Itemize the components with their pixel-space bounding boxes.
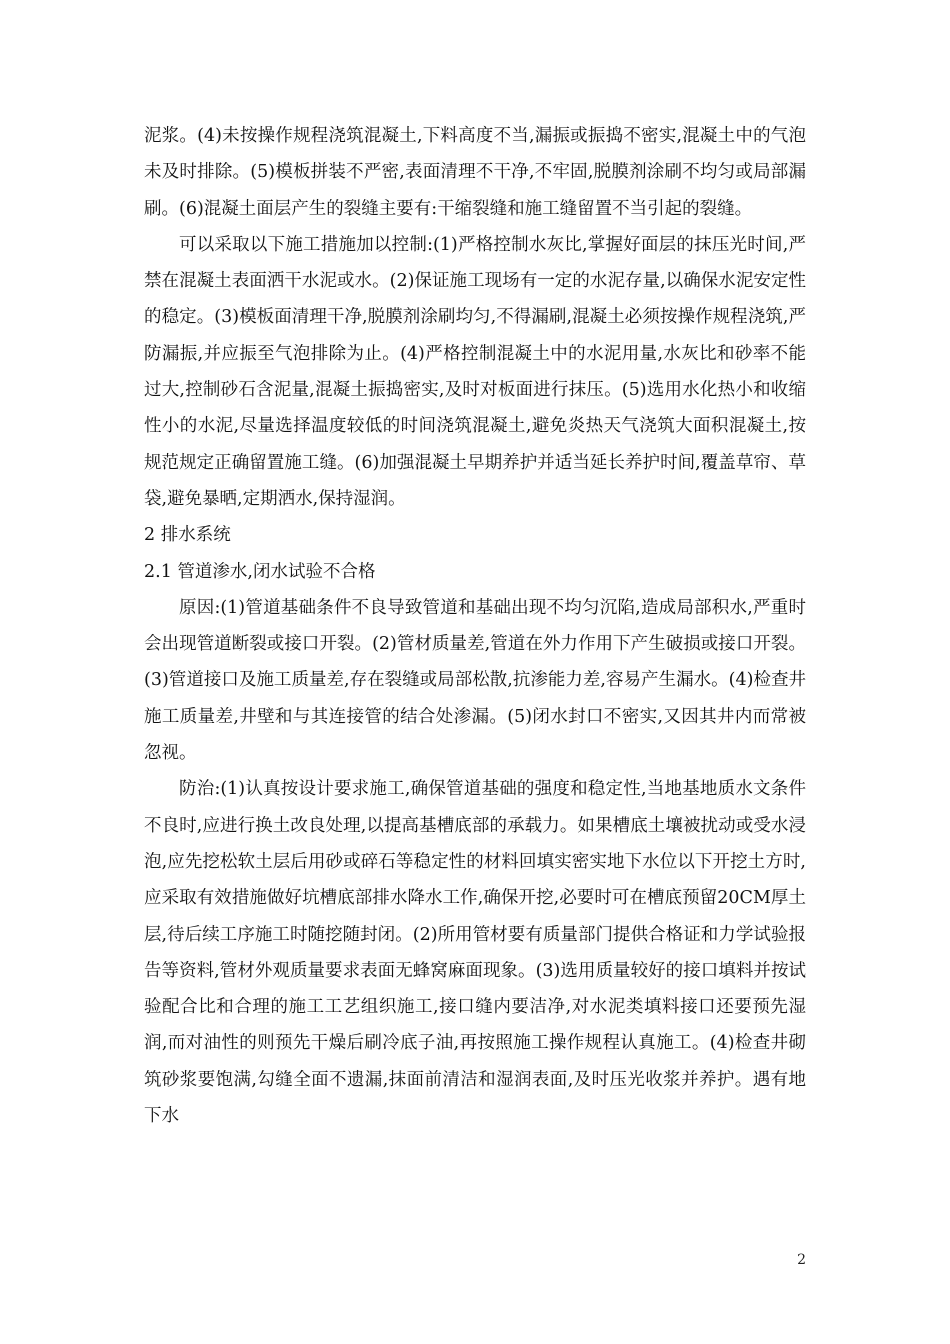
page-number: 2 bbox=[797, 1252, 806, 1268]
paragraph-concrete-causes: 泥浆。(4)未按操作规程浇筑混凝土,下料高度不当,漏振或振捣不密实,混凝土中的气泡未及时排除。(5)模板拼装不严密,表面清理不干净,不牢固,脱膜剂涂刷不均匀或局部漏刷。(6)混凝土面层产生的裂缝主要有:干缩裂缝和施工缝留置不当引起的裂缝。 bbox=[144, 126, 806, 219]
paragraph-prevention: 防治:(1)认真按设计要求施工,确保管道基础的强度和稳定性,当地基地质水文条件不良时,应进行换土改良处理,以提高基槽底部的承载力。如果槽底土壤被扰动或受水浸泡,应先挖松软土层后用砂或碎石等稳定性的材料回填实密实地下水位以下开挖土方时,应采取有效措施做好坑槽底部排水降水工作,确保开挖,必要时可在槽底预留20CM厚土层,待后续工序施工时随挖随封闭。(2)所用管材要有质量部门提供合格证和力学试验报告等资料,管材外观质量要求表面无蜂窝麻面现象。(3)选用质量较好的接口填料并按试验配合比和合理的施工工艺组织施工,接口缝内要洁净,对水泥类填料接口还要预先湿润,而对油性的则预先干燥后刷冷底子油,再按照施工操作规程认真施工。(4)检查井砌筑砂浆要饱满,勾缝全面不遗漏,抹面前清洁和湿润表面,及时压光收浆并养护。遇有地下水 bbox=[144, 779, 806, 1127]
paragraph-causes: 原因:(1)管道基础条件不良导致管道和基础出现不均匀沉陷,造成局部积水,严重时会出现管道断裂或接口开裂。(2)管材质量差,管道在外力作用下产生破损或接口开裂。(3)管道接口及施工质量差,存在裂缝或局部松散,抗渗能力差,容易产生漏水。(4)检查井施工质量差,井壁和与其连接管的结合处渗漏。(5)闭水封口不密实,又因其井内而常被忽视。 bbox=[144, 597, 806, 764]
paragraph-concrete-measures: 可以采取以下施工措施加以控制:(1)严格控制水灰比,掌握好面层的抹压光时间,严禁在混凝土表面洒干水泥或水。(2)保证施工现场有一定的水泥存量,以确保水泥安定性的稳定。(3)模板面清理干净,脱膜剂涂刷均匀,不得漏刷,混凝土必须按操作规程浇筑,严防漏振,并应振至气泡排除为止。(4)严格控制混凝土中的水泥用量,水灰比和砂率不能过大,控制砂石含泥量,混凝土振捣密实,及时对板面进行抹压。(5)选用水化热小和收缩性小的水泥,尽量选择温度较低的时间浇筑混凝土,避免炎热天气浇筑大面积混凝土,按规范规定正确留置施工缝。(6)加强混凝土早期养护并适当延长养护时间,覆盖草帘、草袋,避免暴晒,定期洒水,保持湿润。 bbox=[144, 234, 806, 509]
subsection-heading-pipe-leak: 2.1 管道渗水,闭水试验不合格 bbox=[144, 561, 376, 582]
document-body bbox=[144, 118, 806, 1134]
section-heading-drainage: 2 排水系统 bbox=[144, 525, 231, 546]
